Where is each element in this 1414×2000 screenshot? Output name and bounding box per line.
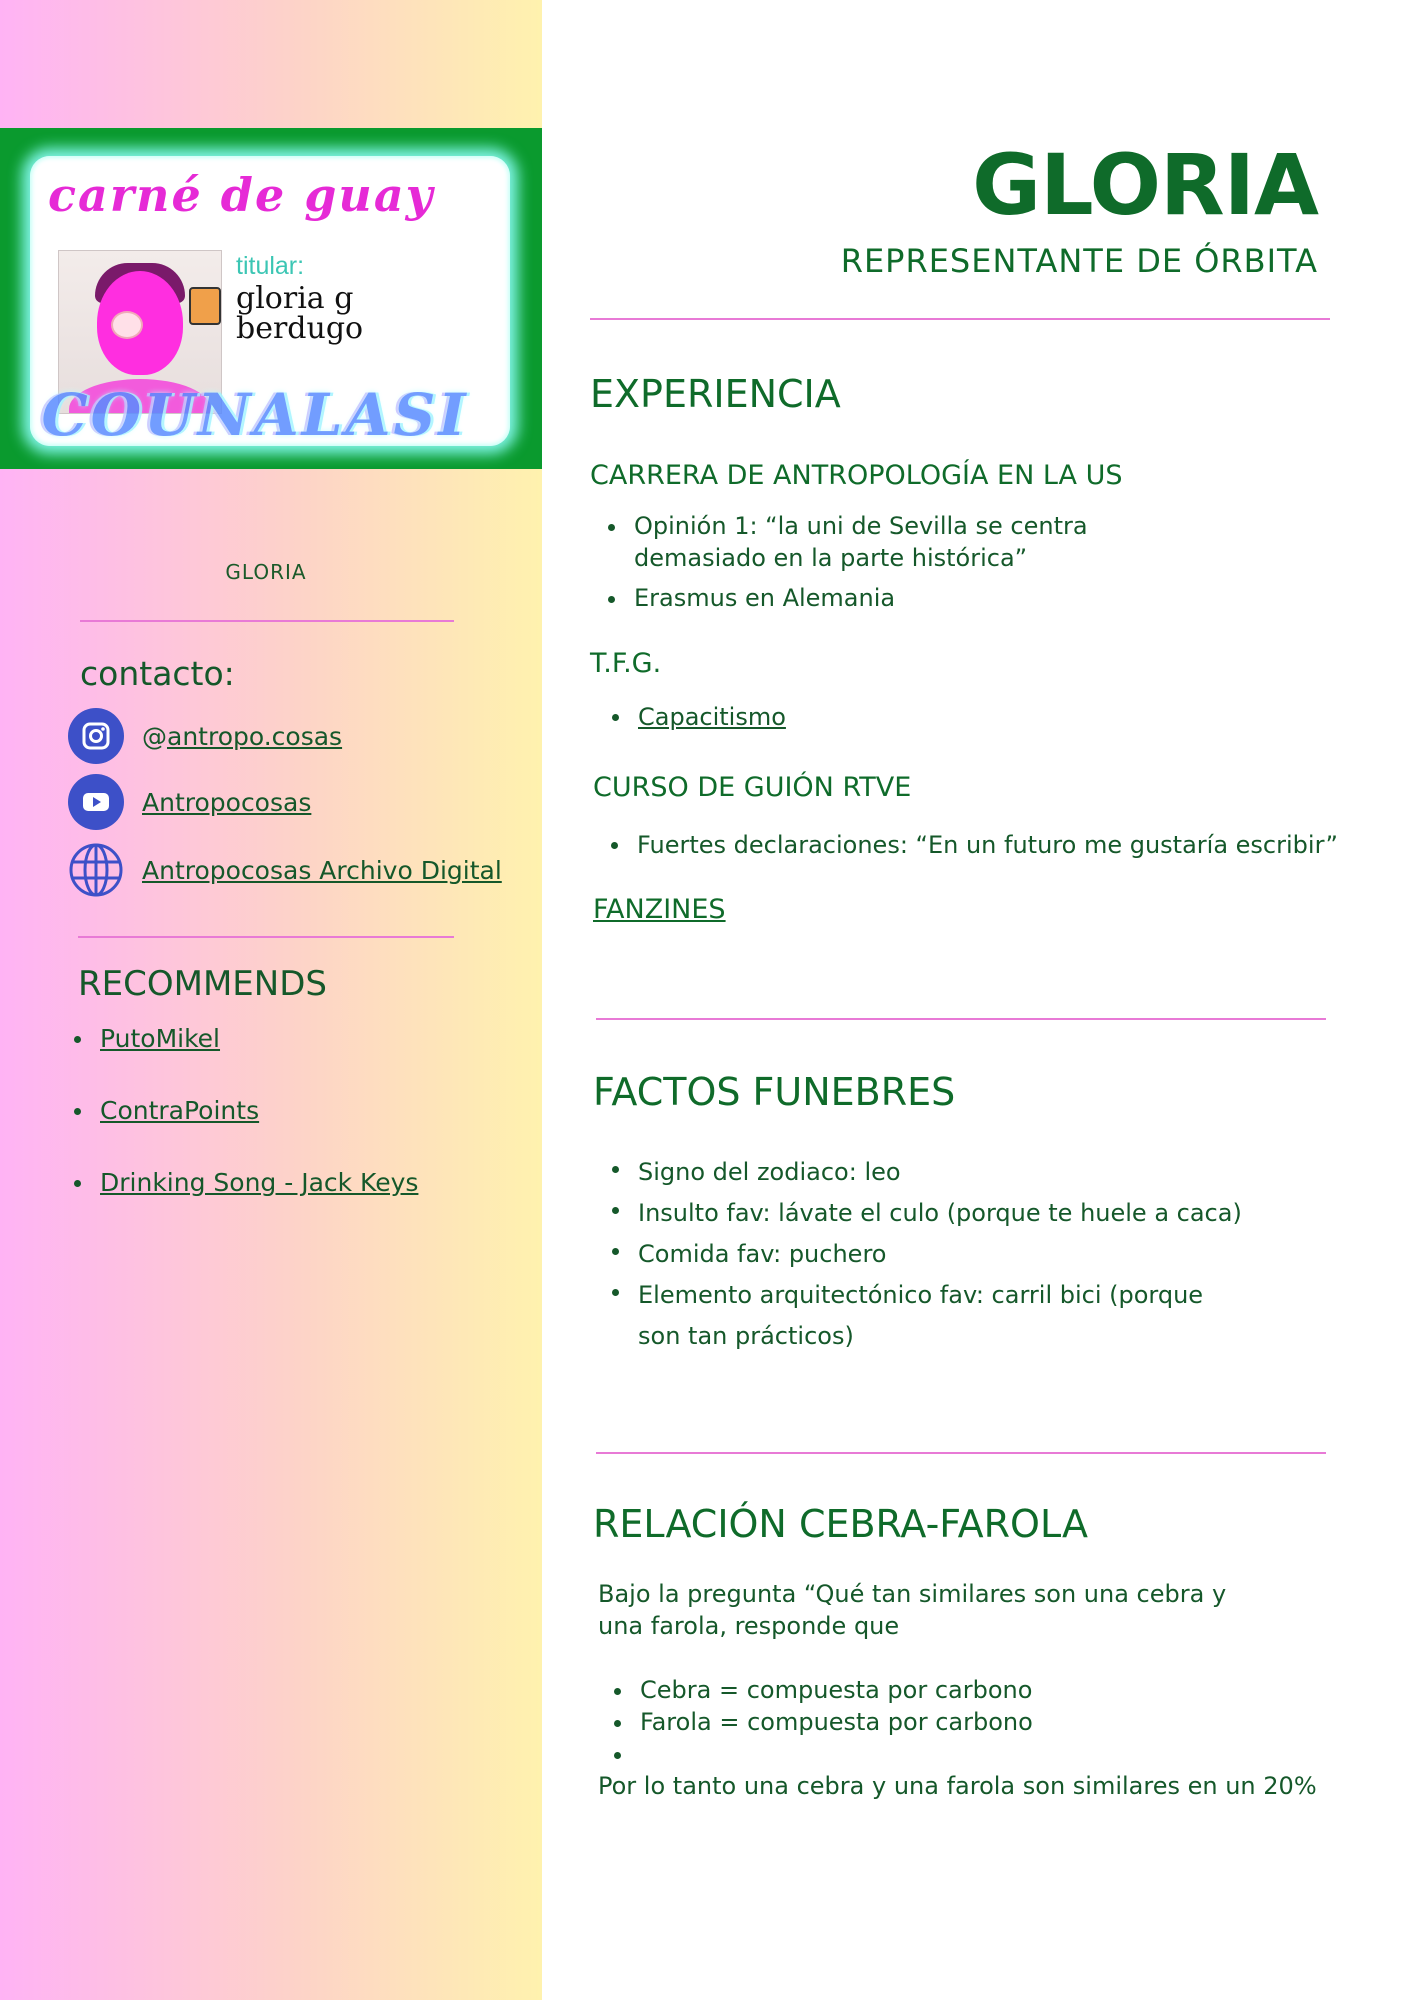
contact-youtube-link[interactable]: Antropocosas [142, 788, 312, 817]
contact-instagram[interactable] [68, 708, 528, 766]
recommend-link-contrapoints[interactable]: ContraPoints [100, 1096, 260, 1125]
experience-bullets [608, 700, 786, 734]
contact-youtube[interactable] [68, 774, 528, 832]
contact-instagram-link[interactable]: antropo.cosas [167, 722, 343, 751]
page-subtitle: REPRESENTANTE DE ÓRBITA [840, 242, 1318, 280]
sidebar-divider [80, 620, 454, 622]
id-card-image [0, 128, 542, 469]
list-item: Signo del zodiaco: leo [608, 1152, 1248, 1193]
id-card-title: carné de guay [48, 168, 435, 222]
main-divider [590, 318, 1330, 320]
contact-youtube-text[interactable] [142, 788, 311, 817]
factos-bullets [608, 1152, 1248, 1357]
main-divider [596, 1452, 1326, 1454]
relacion-conclusion: Por lo tanto una cebra y una farola son similares en un 20% [598, 1772, 1317, 1800]
experience-item-title: CARRERA DE ANTROPOLOGÍA EN LA US [590, 460, 1123, 491]
main-divider [596, 1018, 1326, 1020]
list-item [70, 1018, 418, 1090]
list-item: Erasmus en Alemania [604, 582, 1144, 614]
list-item: Cebra = compuesta por carbono [610, 1674, 1210, 1706]
relacion-heading: RELACIÓN CEBRA-FAROLA [593, 1502, 1089, 1546]
list-item: Opinión 1: “la uni de Sevilla se centra demasiado en la parte histórica” [604, 510, 1144, 574]
tfg-link[interactable]: Capacitismo [638, 703, 786, 731]
photo-eye-patch [111, 311, 143, 339]
experience-item-title: CURSO DE GUIÓN RTVE [593, 772, 912, 803]
contact-website-text[interactable] [142, 856, 502, 885]
sidebar-name: GLORIA [225, 560, 307, 584]
youtube-icon [68, 774, 124, 830]
list-item [610, 1738, 1210, 1770]
id-card-glitch-text: COUNALASI [41, 381, 469, 449]
id-card-holder-name: gloria g berdugo [236, 281, 364, 346]
photo-background-object [189, 287, 221, 325]
contact-website-link[interactable]: Antropocosas Archivo Digital [142, 856, 502, 885]
list-item [70, 1162, 418, 1234]
experience-heading: EXPERIENCIA [590, 372, 841, 416]
relacion-bullets [610, 1674, 1210, 1770]
factos-heading: FACTOS FUNEBRES [593, 1070, 956, 1114]
page-title: GLORIA [972, 136, 1318, 234]
recommend-link-putomikel[interactable]: PutoMikel [100, 1024, 221, 1053]
instagram-icon [68, 708, 124, 764]
contact-website[interactable] [68, 842, 528, 900]
list-item: Insulto fav: lávate el culo (porque te huele a caca) [608, 1193, 1248, 1234]
recommends-list [70, 1018, 418, 1234]
experience-item-title: T.F.G. [590, 648, 662, 679]
list-item: Comida fav: puchero [608, 1234, 1248, 1275]
id-card-holder-label: titular: [236, 252, 305, 280]
recommends-heading: RECOMMENDS [78, 964, 327, 1004]
list-item: Elemento arquitectónico fav: carril bici (porque son tan prácticos) [608, 1275, 1248, 1357]
fanzines-link[interactable]: FANZINES [593, 894, 726, 925]
globe-icon [68, 842, 124, 898]
experience-bullets [604, 510, 1144, 614]
sidebar [0, 0, 542, 2000]
list-item: Farola = compuesta por carbono [610, 1706, 1210, 1738]
relacion-intro: Bajo la pregunta “Qué tan similares son una cebra y una farola, responde que [598, 1580, 1227, 1640]
experience-bullets [607, 828, 1347, 862]
recommend-link-drinking-song[interactable]: Drinking Song - Jack Keys [100, 1168, 419, 1197]
contact-heading: contacto: [80, 654, 235, 693]
experience-item-title [593, 894, 726, 925]
list-item [70, 1090, 418, 1162]
sidebar-divider [78, 936, 454, 938]
list-item: Fuertes declaraciones: “En un futuro me gustaría escribir” [607, 828, 1347, 862]
contact-instagram-text[interactable]: @antropo.cosas [142, 722, 343, 751]
list-item [608, 700, 786, 734]
